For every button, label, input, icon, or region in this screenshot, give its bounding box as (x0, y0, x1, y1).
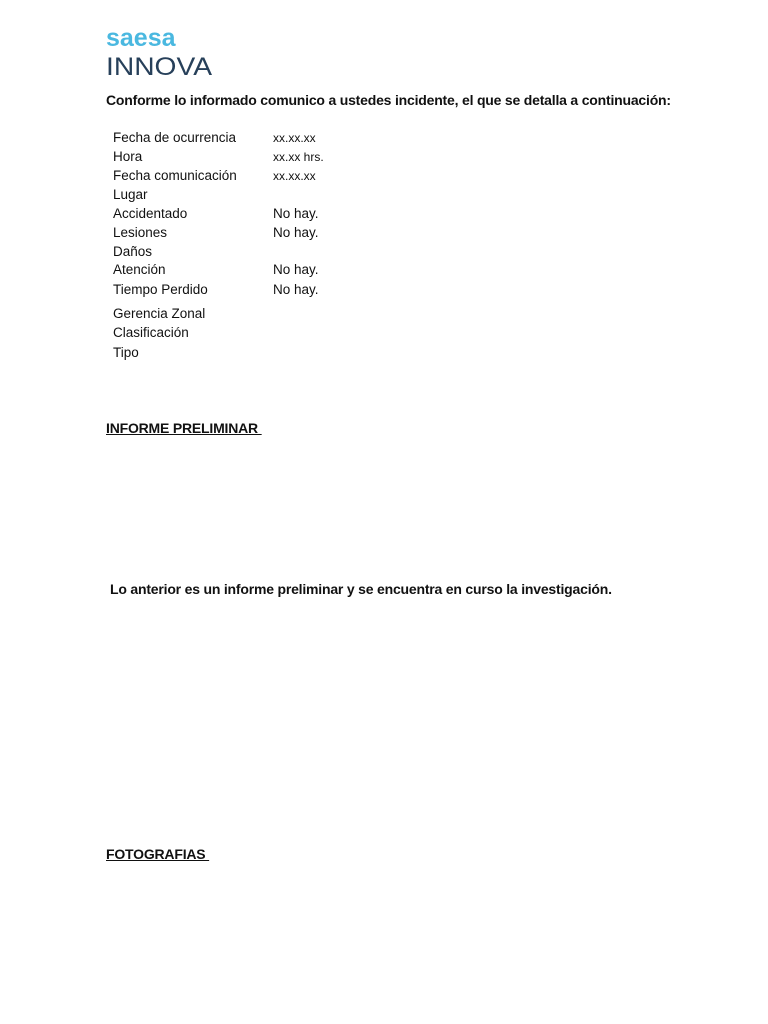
logo-line-innova: INNOVA (106, 53, 213, 80)
detail-value: xx.xx.xx (273, 169, 316, 183)
section-heading-fotografias: FOTOGRAFIAS (106, 846, 210, 862)
detail-label: Daños (113, 244, 153, 259)
detail-value: xx.xx hrs. (273, 150, 324, 164)
logo-graphic (106, 24, 216, 80)
detail-value: No hay. (273, 262, 319, 277)
detail-label: Tipo (113, 345, 139, 360)
detail-label: Lesiones (113, 225, 168, 240)
detail-label: Fecha comunicación (113, 168, 237, 183)
closing-text: Lo anterior es un informe preliminar y se encuentra en curso la investigación. (110, 581, 612, 597)
saesa-innova-logo (106, 24, 216, 80)
detail-value: No hay. (273, 282, 319, 297)
intro-text: Conforme lo informado comunico a ustedes incidente, el que se detalla a continuación: (106, 92, 671, 108)
detail-value: xx.xx.xx (273, 131, 316, 145)
logo-line-saesa: saesa (106, 24, 176, 52)
detail-value: No hay. (273, 225, 319, 240)
detail-value: No hay. (273, 206, 319, 221)
detail-label: Lugar (113, 187, 148, 202)
detail-label: Atención (113, 262, 166, 277)
detail-label: Clasificación (113, 325, 189, 340)
detail-label: Tiempo Perdido (113, 282, 208, 297)
detail-label: Accidentado (113, 206, 188, 221)
detail-label: Hora (113, 149, 143, 164)
detail-label: Gerencia Zonal (113, 306, 206, 321)
section-heading-informe-preliminar: INFORME PRELIMINAR (106, 420, 262, 436)
detail-label: Fecha de ocurrencia (113, 130, 237, 145)
